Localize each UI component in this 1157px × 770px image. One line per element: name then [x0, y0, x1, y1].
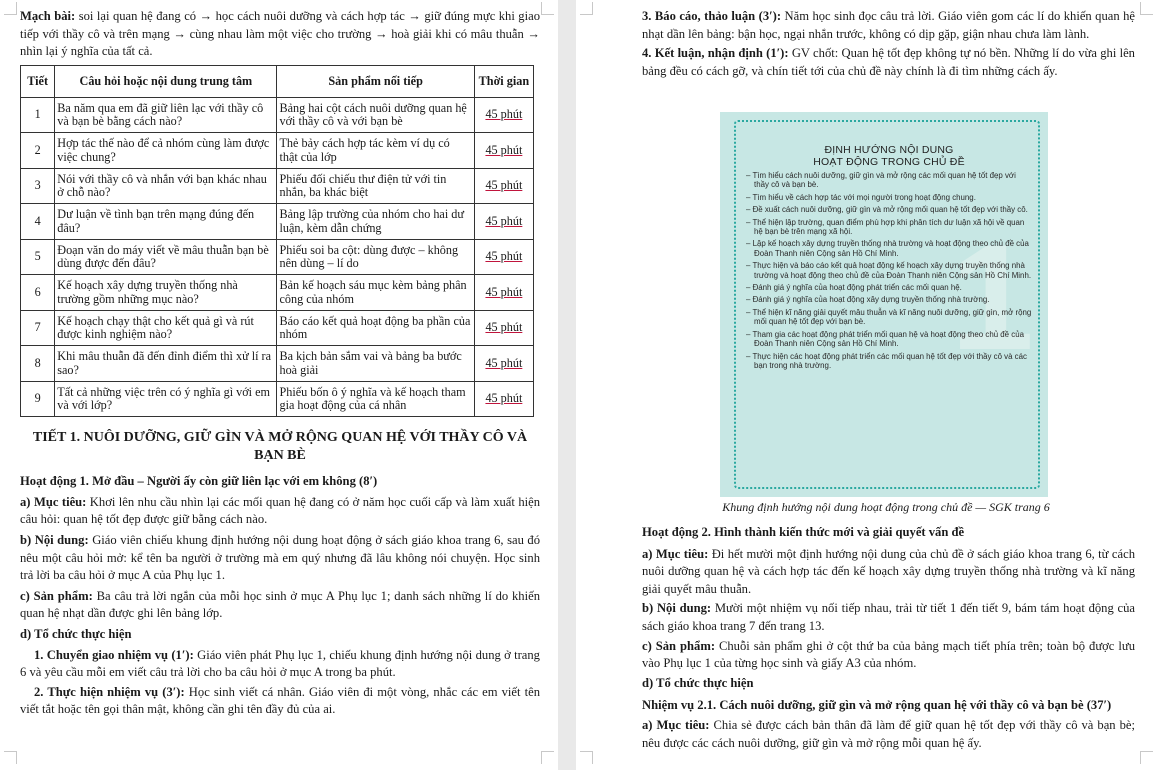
question-cell: Tất cả những việc trên có ý nghĩa gì với em và với lớp? — [55, 381, 277, 417]
crop-mark-bottom-left — [4, 751, 17, 764]
figure-list-item: – Tìm hiểu về cách hợp tác với mọi người trong hoạt động chung. — [746, 192, 976, 202]
product-text: Ba câu trả lời ngắn của mỗi học sinh ở mục A Phụ lục 1; danh sách những lí do khiến quan hệ nhạt dần được ghi lên bảng lớp. — [20, 588, 540, 621]
activity2-organization-heading: d) Tổ chức thực hiện — [642, 675, 754, 690]
activity1-product — [20, 588, 540, 623]
step2-label: 2. Thực hiện nhiệm vụ (3′): — [34, 684, 185, 699]
question-cell: Nói với thầy cô và nhắn với bạn khác nhau ở chỗ nào? — [55, 168, 277, 204]
product-cell: Phiếu đối chiếu thư điện tử với tin nhắn, ba khác biệt — [277, 168, 474, 204]
product-cell: Bảng lập trường của nhóm cho hai dư luận, kèm dẫn chứng — [277, 204, 474, 240]
crop-mark-bottom-right — [541, 751, 554, 764]
product-label: c) Sản phẩm: — [20, 588, 93, 603]
time-cell — [474, 168, 533, 204]
figure-list-item: – Đánh giá ý nghĩa của hoạt động phát triển các mối quan hệ. — [746, 283, 962, 293]
activity1-objective — [20, 494, 540, 529]
time-cell — [474, 97, 533, 133]
step1-text: Giáo viên phát Phụ lục 1, chiếu khung định hướng nội dung ở trang 6 và yêu cầu mỗi em viết câu trả lời cho ba câu hỏi ở mục A trong ba phút. — [20, 647, 540, 680]
table-header-row — [21, 65, 534, 97]
period-cell: 8 — [21, 346, 55, 382]
table-row — [21, 310, 534, 346]
duration-text: 45 phút — [485, 391, 523, 406]
lesson-title: TIẾT 1. NUÔI DƯỠNG, GIỮ GÌN VÀ MỞ RỘNG QUAN HỆ VỚI THẦY CÔ VÀ BẠN BÈ — [32, 430, 528, 464]
step3-text: Năm học sinh đọc câu trả lời. Giáo viên gom các lí do khiến quan hệ nhạt dần lên bảng: bận học, ngại nhắn trước, không có dịp gặp, giận nhau chưa làm lành. — [642, 9, 1135, 41]
crop-mark-top-right — [541, 2, 554, 15]
activity2-content — [642, 600, 1135, 635]
objective-text: Khơi lên nhu cầu nhìn lại các mối quan hệ đang có ở năm học cuối cấp và làm xuất hiện câu hỏi: quan hệ tốt đẹp được giữ bằng cách nào. — [20, 494, 541, 527]
task21-title: Nhiệm vụ 2.1. Cách nuôi dưỡng, giữ gìn và mở rộng quan hệ với thầy cô và bạn bè (37′) — [642, 698, 1112, 713]
duration-text: 45 phút — [485, 284, 523, 299]
time-cell — [474, 381, 533, 417]
time-cell — [474, 204, 533, 240]
content-label: b) Nội dung: — [20, 533, 89, 548]
content-label: b) Nội dung: — [642, 601, 712, 616]
figure-list-item: – Thể hiện lập trường, quan điểm phù hợp khi phân tích dư luận xã hội về quan hệ bạn bè trên mạng xã hội. — [746, 217, 1025, 237]
product-label: c) Sản phẩm: — [642, 638, 716, 653]
question-cell: Ba năm qua em đã giữ liên lạc với thầy cô và bạn bè bằng cách nào? — [55, 97, 277, 133]
duration-text: 45 phút — [485, 249, 523, 264]
question-cell: Hợp tác thế nào để cả nhóm cùng làm được việc chung? — [55, 133, 277, 169]
document-page-right — [576, 0, 1157, 770]
activity2-product — [642, 638, 1135, 673]
lesson-flow-label: Mạch bài: — [20, 9, 76, 23]
table-row — [21, 275, 534, 311]
period-cell: 9 — [21, 381, 55, 417]
content-orientation-figure — [720, 112, 1048, 497]
period-cell: 4 — [21, 204, 55, 240]
period-cell: 7 — [21, 310, 55, 346]
table-row — [21, 239, 534, 275]
table-row — [21, 381, 534, 417]
question-cell: Kế hoạch xây dựng truyền thống nhà trường gồm những mục nào? — [55, 275, 277, 311]
objective-text: Chia sẻ được cách bản thân đã làm để giữ quan hệ tốt đẹp với thầy cô và bạn bè; nêu được các cách nuôi dưỡng, giữ gìn và mở rộng mỗi quan hệ ấy. — [642, 717, 1135, 750]
table-row — [21, 204, 534, 240]
question-cell: Khi mâu thuẫn đã đến đỉnh điểm thì xử lí ra sao? — [55, 346, 277, 382]
col-header-question: Câu hỏi hoặc nội dung trung tâm — [55, 65, 277, 97]
product-cell: Báo cáo kết quả hoạt động ba phần của nhóm — [277, 310, 474, 346]
duration-text: 45 phút — [485, 142, 523, 157]
time-cell — [474, 275, 533, 311]
figure-watermark-number: 1 — [950, 213, 1034, 381]
document-page-left — [0, 0, 558, 770]
col-header-period: Tiết — [21, 65, 55, 97]
lesson-flow-text: soi lại quan hệ đang có → học cách nuôi dưỡng và cách hợp tác → giữ đúng mực khi giao tiếp với thầy cô và trên mạng → cùng nhau làm một việc cho trường → hoà giải khi có mâu thuẫn → nhìn lại ý nghĩa của tất cả. — [20, 9, 540, 59]
table-body — [21, 97, 534, 417]
figure-list-item: – Tham gia các hoạt động phát triển mối quan hệ và hoạt động theo chủ đề của Đoàn Thanh niên Cộng sản Hồ Chí Minh. — [746, 329, 1024, 349]
activity1-content — [20, 532, 540, 585]
duration-text: 45 phút — [485, 178, 523, 193]
product-cell: Bản kế hoạch sáu mục kèm bảng phân công của nhóm — [277, 275, 474, 311]
lesson-flow-paragraph — [20, 8, 540, 61]
period-cell: 3 — [21, 168, 55, 204]
col-header-time: Thời gian — [474, 65, 533, 97]
question-cell: Dư luận về tình bạn trên mạng đúng đến đâu? — [55, 204, 277, 240]
table-row — [21, 346, 534, 382]
step2-text: Học sinh viết cá nhân. Giáo viên đi một vòng, nhắc các em viết tên viết tắt hoặc tên gọi thân mật, không cần ghi tên đầy đủ của ai. — [20, 684, 541, 717]
product-text: Chuỗi sản phẩm ghi ở cột thứ ba của bảng mạch tiết phía trên; toàn bộ được lưu vào Phụ lục 1 của từng học sinh và giấy A3 của nhóm. — [642, 638, 1135, 671]
product-cell: Ba kịch bản sắm vai và bảng ba bước hoà giải — [277, 346, 474, 382]
crop-mark-bottom-right — [1140, 751, 1153, 764]
period-cell: 6 — [21, 275, 55, 311]
activity1-title: Hoạt động 1. Mở đầu – Người ấy còn giữ liên lạc với em không (8′) — [20, 474, 378, 489]
objective-label: a) Mục tiêu: — [20, 494, 87, 509]
step4-label: 4. Kết luận, nhận định (1′): — [642, 46, 789, 61]
figure-list-item: – Thể hiện kĩ năng giải quyết mâu thuẫn và kĩ năng nuôi dưỡng, giữ gìn, mở rộng mối quan hệ tốt đẹp với bạn bè. — [746, 307, 1032, 327]
objective-label: a) Mục tiêu: — [642, 717, 710, 732]
step4-text: GV chốt: Quan hệ tốt đẹp không tự nó bền. Những lí do vừa ghi lên bảng đều có cách gỡ, và chín tiết tới của chủ đề này chính là đi tìm những cách ấy. — [642, 46, 1135, 78]
period-cell: 1 — [21, 97, 55, 133]
activity2-objective — [642, 546, 1135, 599]
figure-caption: Khung định hướng nội dung hoạt động trong chủ đề — SGK trang 6 — [722, 500, 1050, 514]
table-row — [21, 168, 534, 204]
task21-objective — [642, 717, 1135, 752]
figure-title-line1: ĐỊNH HƯỚNG NỘI DUNG — [824, 144, 954, 156]
activity1-organization-heading: d) Tổ chức thực hiện — [20, 627, 132, 642]
objective-label: a) Mục tiêu: — [642, 546, 709, 561]
time-cell — [474, 239, 533, 275]
question-cell: Kế hoạch chạy thật cho kết quả gì và rút được kinh nghiệm nào? — [55, 310, 277, 346]
activity2-section — [642, 524, 1135, 752]
product-cell: Thẻ bảy cách hợp tác kèm ví dụ có thật của lớp — [277, 133, 474, 169]
activity2-title: Hoạt động 2. Hình thành kiến thức mới và giải quyết vấn đề — [642, 525, 965, 539]
figure-list-item: – Thực hiện các hoạt động phát triển các mối quan hệ tốt đẹp với thầy cô và các bạn trong nhà trường. — [746, 351, 1027, 370]
crop-mark-bottom-left — [580, 751, 593, 764]
crop-mark-top-right — [1140, 2, 1153, 15]
product-cell: Phiếu bốn ô ý nghĩa và kế hoạch tham gia hoạt động của cá nhân — [277, 381, 474, 417]
crop-mark-top-left — [4, 2, 17, 15]
figure-list-item: – Đánh giá ý nghĩa của hoạt động xây dựng truyền thống nhà trường. — [746, 295, 990, 305]
duration-text: 45 phút — [485, 213, 523, 228]
table-row — [21, 97, 534, 133]
question-cell: Đoạn văn do máy viết về mâu thuẫn bạn bè dùng được đến đâu? — [55, 239, 277, 275]
duration-text: 45 phút — [485, 355, 523, 370]
crop-mark-top-left — [580, 2, 593, 15]
step1-label: 1. Chuyển giao nhiệm vụ (1′): — [34, 647, 194, 662]
figure-list-item: – Đề xuất cách nuôi dưỡng, giữ gìn và mở rộng mối quan hệ tốt đẹp với thầy cô. — [746, 205, 1028, 215]
duration-text: 45 phút — [485, 320, 523, 335]
lesson-plan-table — [20, 65, 534, 418]
product-cell: Phiếu soi ba cột: dùng được – không nên dùng – lí do — [277, 239, 474, 275]
period-cell: 5 — [21, 239, 55, 275]
figure-list-item: – Tìm hiểu cách nuôi dưỡng, giữ gìn và mở rộng các mối quan hệ tốt đẹp với thầy cô và bạn bè. — [746, 171, 1016, 190]
activity1-step3 — [642, 8, 1135, 43]
step3-label: 3. Báo cáo, thảo luận (3′): — [642, 9, 782, 23]
objective-text: Đi hết mười một định hướng nội dung của chủ đề ở sách giáo khoa trang 6, từ cách nuôi dưỡng quan hệ và cách hợp tác đến kế hoạch xây dựng truyền thống nhà trường và kĩ năng giải quyết mâu thuẫn. — [642, 546, 1135, 596]
table-row — [21, 133, 534, 169]
figure-list-item: – Thực hiện và báo cáo kết quả hoạt động kế hoạch xây dựng truyền thống nhà trường và hoạt động theo chủ đề của Đoàn Thanh niên Cộng sản Hồ Chí Minh. — [746, 261, 1032, 280]
figure-item-list — [746, 171, 1034, 381]
content-text: Giáo viên chiếu khung định hướng nội dung hoạt động ở sách giáo khoa trang 6, sau đó nêu một câu hỏi mở: kể tên ba người ở trường mà em quý nhưng đã lâu không nói chuyện. Học sinh trả lời ba câu hỏi ở mục A của Phụ lục 1. — [20, 533, 540, 583]
time-cell — [474, 310, 533, 346]
time-cell — [474, 346, 533, 382]
activity1-step2 — [20, 684, 540, 719]
content-text: Mười một nhiệm vụ nối tiếp nhau, trải từ tiết 1 đến tiết 9, bám tám hoạt động của sách giáo khoa trang 7 đến trang 13. — [642, 601, 1136, 633]
figure-dotted-frame — [734, 120, 1040, 489]
figure-title-line2: HOẠT ĐỘNG TRONG CHỦ ĐỀ — [813, 156, 965, 168]
duration-text: 45 phút — [485, 107, 523, 122]
col-header-product: Sản phẩm nối tiếp — [277, 65, 474, 97]
activity1-step1 — [20, 647, 540, 682]
time-cell — [474, 133, 533, 169]
figure-list-item: – Lập kế hoạch xây dựng truyền thống nhà trường và hoạt động theo chủ đề của Đoàn Thanh niên Cộng sản Hồ Chí Minh. — [746, 239, 1029, 258]
product-cell: Bảng hai cột cách nuôi dưỡng quan hệ với thầy cô và với bạn bè — [277, 97, 474, 133]
period-cell: 2 — [21, 133, 55, 169]
activity1-step4 — [642, 45, 1135, 80]
